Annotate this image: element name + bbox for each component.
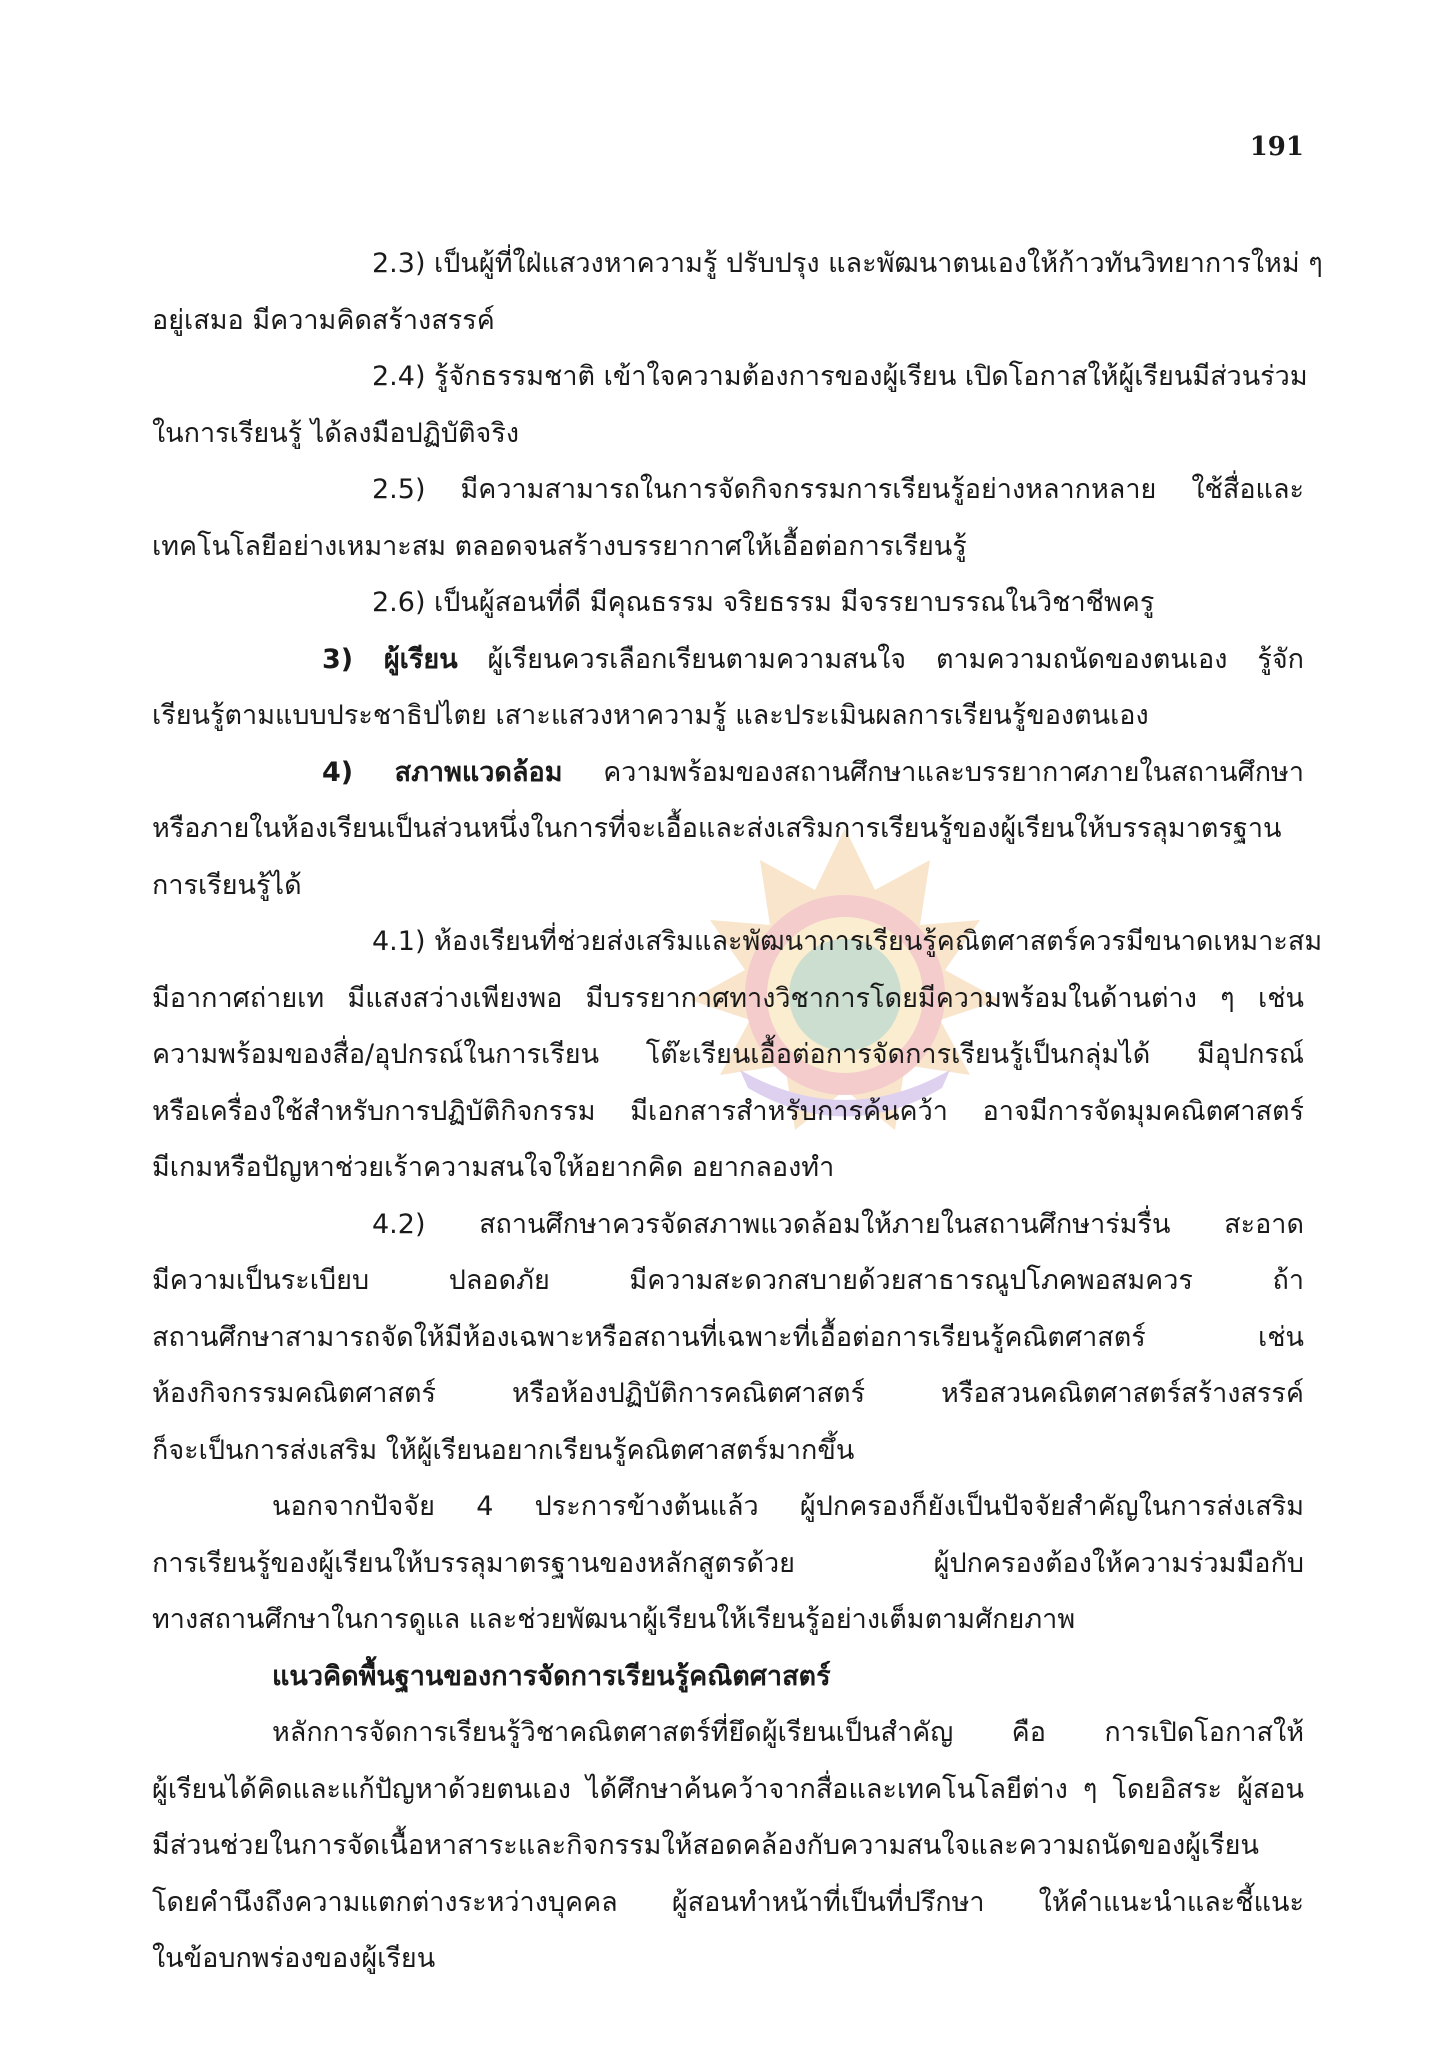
text-line: โดยคำนึงถึงความแตกต่างระหว่างบุคคล ผู้สอนทำหน้าที่เป็นที่ปรึกษา ให้คำแนะนำและชี้แนะ: [152, 1886, 1304, 1918]
text-line: สถานศึกษาสามารถจัดให้มีห้องเฉพาะหรือสถานที่เฉพาะที่เอื้อต่อการเรียนรู้คณิตศาสตร์ เช่น: [152, 1321, 1304, 1353]
page-number: 191: [1249, 132, 1304, 162]
text-line: 2.6) เป็นผู้สอนที่ดี มีคุณธรรม จริยธรรม มีจรรยาบรรณในวิชาชีพครู: [372, 587, 1155, 618]
text-line: ความพร้อมของสื่อ/อุปกรณ์ในการเรียน โต๊ะเรียนเอื้อต่อการจัดการเรียนรู้เป็นกลุ่มได้ มีอุปกรณ์: [152, 1039, 1304, 1070]
text-line: หรือเครื่องใช้สำหรับการปฏิบัติกิจกรรม มีเอกสารสำหรับการค้นคว้า อาจมีการจัดมุมคณิตศาสตร์: [152, 1095, 1304, 1127]
text-line: 2.3) เป็นผู้ที่ใฝ่แสวงหาความรู้ ปรับปรุง และพัฒนาตนเองให้ก้าวทันวิทยาการใหม่ ๆ: [372, 248, 1323, 279]
text-line: ในข้อบกพร่องของผู้เรียน: [152, 1943, 436, 1974]
text-line: มีส่วนช่วยในการจัดเนื้อหาสาระและกิจกรรมให้สอดคล้องกับความสนใจและความถนัดของผู้เรียน: [152, 1830, 1259, 1861]
text-line: หรือภายในห้องเรียนเป็นส่วนหนึ่งในการที่จะเอื้อและส่งเสริมการเรียนรู้ของผู้เรียนให้บรรลุมาตรฐาน: [152, 813, 1282, 844]
text-line: 4.2) สถานศึกษาควรจัดสภาพแวดล้อมให้ภายในสถานศึกษาร่มรื่น สะอาด: [372, 1208, 1304, 1240]
item-label: 4) สภาพแวดล้อม: [322, 756, 563, 788]
text-line: หลักการจัดการเรียนรู้วิชาคณิตศาสตร์ที่ยึดผู้เรียนเป็นสำคัญ คือ การเปิดโอกาสให้: [272, 1717, 1304, 1748]
section-heading: แนวคิดพื้นฐานของการจัดการเรียนรู้คณิตศาสตร์: [272, 1660, 831, 1692]
text-line: เทคโนโลยีอย่างเหมาะสม ตลอดจนสร้างบรรยากาศให้เอื้อต่อการเรียนรู้: [152, 530, 967, 562]
text-line: เรียนรู้ตามแบบประชาธิปไตย เสาะแสวงหาความรู้ และประเมินผลการเรียนรู้ของตนเอง: [152, 700, 1149, 731]
text-line: การเรียนรู้ได้: [152, 869, 302, 901]
item-text: ผู้เรียนควรเลือกเรียนตามความสนใจ ตามความถนัดของตนเอง รู้จัก: [457, 643, 1305, 675]
text-line: 2.5) มีความสามารถในการจัดกิจกรรมการเรียนรู้อย่างหลากหลาย ใช้สื่อและ: [372, 474, 1304, 505]
text-line: ทางสถานศึกษาในการดูแล และช่วยพัฒนาผู้เรียนให้เรียนรู้อย่างเต็มตามศักยภาพ: [152, 1604, 1076, 1635]
document-body: [152, 236, 1323, 1988]
text-line: อยู่เสมอ มีความคิดสร้างสรรค์: [152, 304, 495, 336]
text-line: ผู้เรียนได้คิดและแก้ปัญหาด้วยตนเอง ได้ศึกษาค้นคว้าจากสื่อและเทคโนโลยีต่าง ๆ โดยอิสระ ผู้สอน: [152, 1773, 1304, 1805]
text-line: มีความเป็นระเบียบ ปลอดภัย มีความสะดวกสบายด้วยสาธารณูปโภคพอสมควร ถ้า: [152, 1265, 1304, 1296]
text-line: นอกจากปัจจัย 4 ประการข้างต้นแล้ว ผู้ปกครองก็ยังเป็นปัจจัยสำคัญในการส่งเสริม: [272, 1491, 1304, 1522]
text-line: การเรียนรู้ของผู้เรียนให้บรรลุมาตรฐานของหลักสูตรด้วย ผู้ปกครองต้องให้ความร่วมมือกับ: [152, 1547, 1304, 1579]
text-line: [152, 745, 1304, 802]
text-line: [152, 632, 1304, 689]
text-line: ก็จะเป็นการส่งเสริม ให้ผู้เรียนอยากเรียนรู้คณิตศาสตร์มากขึ้น: [152, 1434, 855, 1466]
text-line: ห้องกิจกรรมคณิตศาสตร์ หรือห้องปฏิบัติการคณิตศาสตร์ หรือสวนคณิตศาสตร์สร้างสรรค์: [152, 1378, 1304, 1409]
text-line: มีเกมหรือปัญหาช่วยเร้าความสนใจให้อยากคิด อยากลองทำ: [152, 1152, 835, 1183]
item-text: ความพร้อมของสถานศึกษาและบรรยากาศภายในสถานศึกษา: [562, 756, 1304, 788]
text-line: มีอากาศถ่ายเท มีแสงสว่างเพียงพอ มีบรรยากาศทางวิชาการโดยมีความพร้อมในด้านต่าง ๆ เช่น: [152, 982, 1304, 1014]
text-line: 4.1) ห้องเรียนที่ช่วยส่งเสริมและพัฒนาการเรียนรู้คณิตศาสตร์ควรมีขนาดเหมาะสม: [372, 926, 1323, 957]
text-line: 2.4) รู้จักธรรมชาติ เข้าใจความต้องการของผู้เรียน เปิดโอกาสให้ผู้เรียนมีส่วนร่วม: [372, 361, 1308, 392]
text-line: ในการเรียนรู้ ได้ลงมือปฏิบัติจริง: [152, 417, 520, 449]
item-label: 3) ผู้เรียน: [322, 643, 458, 675]
